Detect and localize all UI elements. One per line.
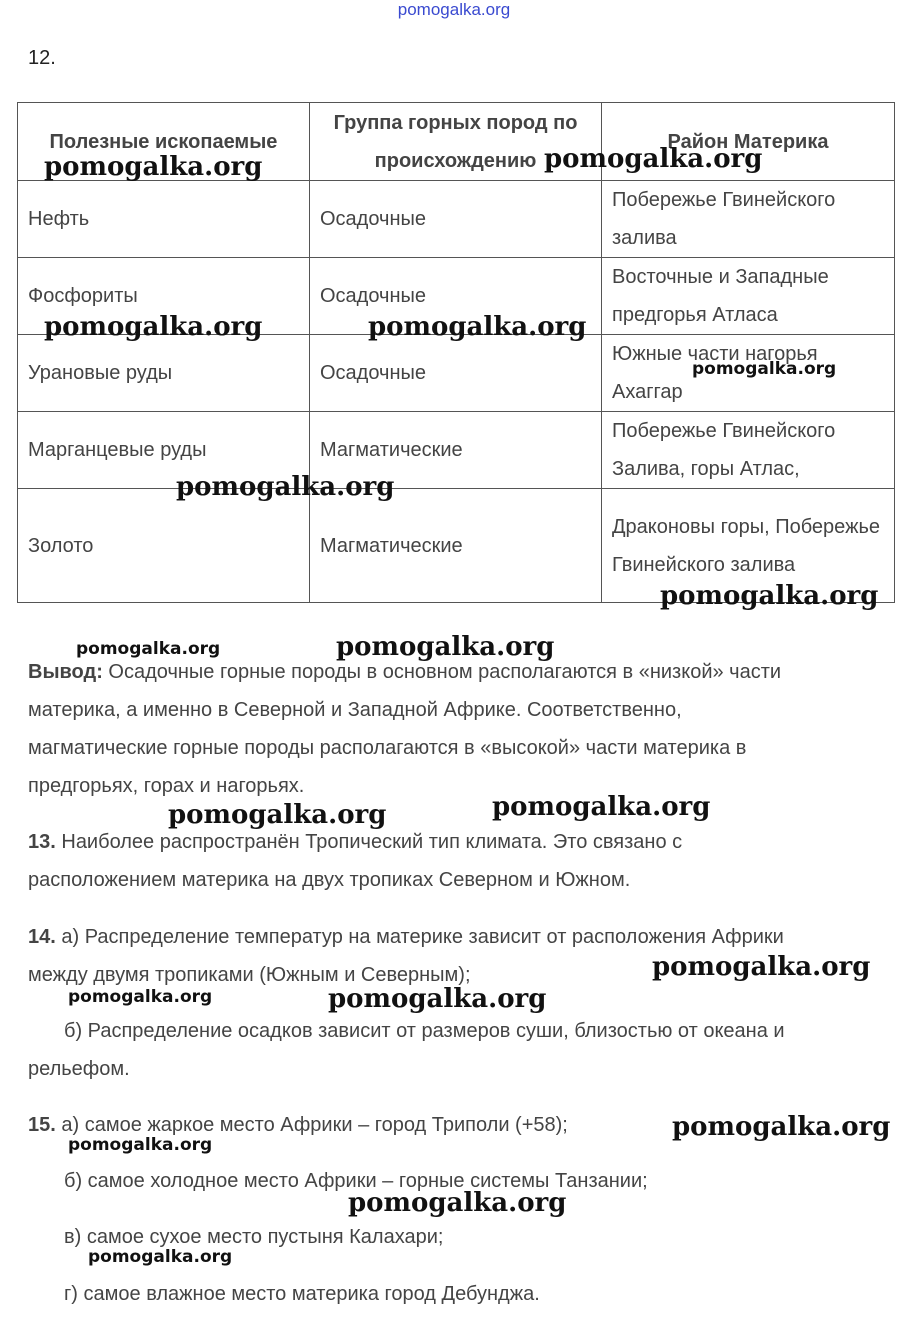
conclusion-line: предгорьях, горах и нагорьях. [28,775,305,797]
watermark: pomogalka.org [168,800,387,830]
watermark: pomogalka.org [672,1112,891,1142]
table-row [18,412,895,489]
cell-mineral: Нефть [18,181,310,258]
cell-mineral: Золото [18,489,310,603]
cell-region: Южные части нагорья Ахаггар [602,335,895,412]
task-15-line: б) самое холодное место Африки – горные системы Танзании; [64,1170,648,1192]
watermark: pomogalka.org [68,987,213,1007]
task-14-number: 14. [28,926,56,948]
cell-region: Побережье Гвинейского залива [602,181,895,258]
watermark: pomogalka.org [544,144,763,174]
watermark: pomogalka.org [652,952,871,982]
conclusion-label: Вывод: [28,661,103,683]
cell-mineral: Урановые руды [18,335,310,412]
task-13-text: Наиболее распространён Тропический тип климата. Это связано с [55,831,683,853]
cell-mineral: Марганцевые руды [18,412,310,489]
task-15-text: а) самое жаркое место Африки – город Триполи (+58); [55,1114,568,1136]
cell-region: Драконовы горы, Побережье Гвинейского залива [602,489,895,603]
task-14-line: между двумя тропиками (Южным и Северным); [28,964,471,986]
cell-rock-group: Осадочные [310,258,602,335]
task-15-line: г) самое влажное место материка город Дебунджа. [64,1283,540,1305]
watermark: pomogalka.org [492,792,711,822]
cell-region: Побережье Гвинейского Залива, горы Атлас, [602,412,895,489]
task-14-text: а) Распределение температур на материке зависит от расположения Африки [55,926,784,948]
header-region: Район Материка [602,103,895,181]
watermark: pomogalka.org [44,152,263,182]
cell-rock-group: Магматические [310,412,602,489]
conclusion-line: магматические горные породы располагаются в «высокой» части материка в [28,737,747,759]
task-12-number: 12. [28,47,56,69]
watermark: pomogalka.org [88,1247,233,1267]
task-14-line: рельефом. [28,1058,130,1080]
cell-rock-group: Магматические [310,489,602,603]
site-link[interactable]: pomogalka.org [397,0,511,19]
cell-region: Восточные и Западные предгорья Атласа [602,258,895,335]
header-minerals: Полезные ископаемые [18,103,310,181]
conclusion-text: Осадочные горные породы в основном располагаются в «низкой» части [102,661,782,683]
conclusion-line: материка, а именно в Северной и Западной Африке. Соответственно, [28,699,682,721]
cell-mineral: Фосфориты [18,258,310,335]
watermark: pomogalka.org [68,1135,213,1155]
task-15-number: 15. [28,1114,56,1136]
watermark: pomogalka.org [176,472,395,502]
watermark: pomogalka.org [692,359,837,379]
watermark: pomogalka.org [76,639,221,659]
watermark: pomogalka.org [348,1188,567,1218]
watermark: pomogalka.org [336,632,555,662]
task-13-number: 13. [28,831,56,853]
task-15-line: в) самое сухое место пустыня Калахари; [64,1226,444,1248]
watermark: pomogalka.org [368,312,587,342]
watermark: pomogalka.org [44,312,263,342]
task-14-line [28,918,784,956]
watermark: pomogalka.org [328,984,547,1014]
task-14-line: б) Распределение осадков зависит от размеров суши, близостью от океана и [64,1020,785,1042]
cell-rock-group: Осадочные [310,335,602,412]
watermark: pomogalka.org [660,581,879,611]
header-rock-group: Группа горных пород по происхождению [310,103,602,181]
task-13-line: расположением материка на двух тропиках Северном и Южном. [28,869,631,891]
table-row [18,181,895,258]
cell-rock-group: Осадочные [310,181,602,258]
